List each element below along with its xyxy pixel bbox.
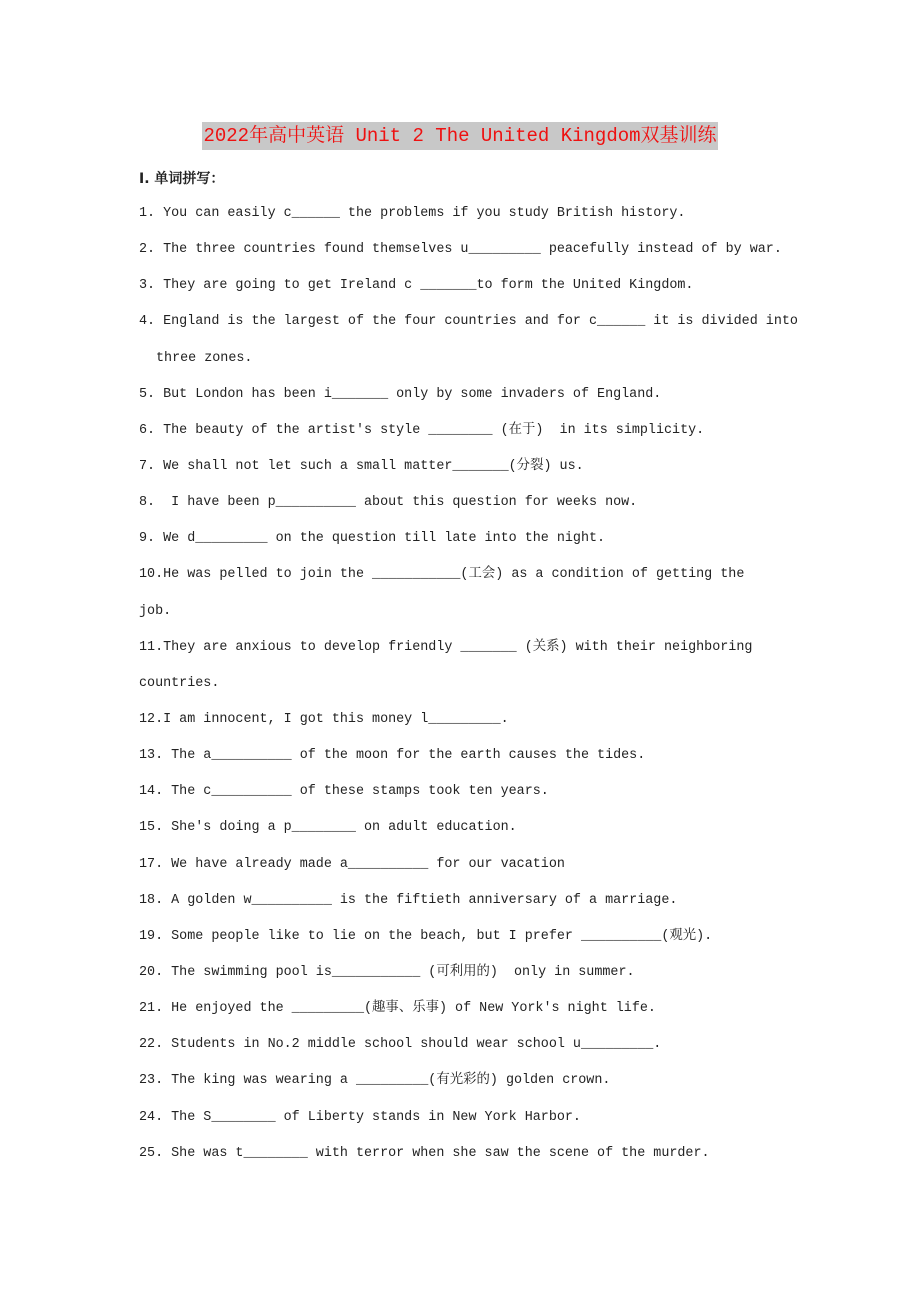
exercise-item: [139, 1027, 819, 1063]
exercise-text: 12.I am innocent, I got this money l_________.: [139, 711, 509, 727]
exercise-text: 11.They are anxious to develop friendly _______ (关系) with their neighboring: [139, 639, 753, 655]
exercise-item: [139, 702, 819, 738]
exercise-text: 22. Students in No.2 middle school should wear school u_________.: [139, 1037, 662, 1053]
exercise-text: 21. He enjoyed the _________(趣事、乐事) of New York's night life.: [139, 1001, 656, 1017]
exercise-text-continuation: job.: [139, 603, 172, 619]
exercise-item: [139, 485, 819, 521]
exercise-item: [139, 883, 819, 919]
exercise-text: 5. But London has been i_______ only by some invaders of England.: [139, 386, 662, 402]
exercise-text-continuation: three zones.: [156, 350, 253, 366]
exercise-item: [139, 196, 819, 232]
section-heading: I. 单词拼写：: [139, 171, 225, 187]
exercise-item: [139, 413, 819, 449]
exercise-item: [139, 232, 819, 268]
exercise-text: 8. I have been p__________ about this question for weeks now.: [139, 495, 638, 511]
exercise-item: [139, 449, 819, 485]
exercise-item: [139, 304, 819, 376]
exercise-item: [139, 738, 819, 774]
exercise-list: [139, 196, 819, 1172]
exercise-text: 23. The king was wearing a _________(有光彩的) golden crown.: [139, 1073, 611, 1089]
exercise-text: 14. The c__________ of these stamps took ten years.: [139, 784, 549, 800]
exercise-text: 9. We d_________ on the question till late into the night.: [139, 531, 606, 547]
exercise-text: 10.He was pelled to join the ___________(工会) as a condition of getting the: [139, 567, 745, 583]
exercise-item: [139, 919, 819, 955]
exercise-text: 3. They are going to get Ireland c _______to form the United Kingdom.: [139, 278, 694, 294]
exercise-text: 6. The beauty of the artist's style ________ (在于) in its simplicity.: [139, 422, 705, 438]
exercise-item: [139, 630, 819, 702]
exercise-text: 20. The swimming pool is___________ (可利用的) only in summer.: [139, 964, 635, 980]
exercise-text: 17. We have already made a__________ for our vacation: [139, 856, 565, 872]
exercise-text: 2. The three countries found themselves u_________ peacefully instead of by war.: [139, 242, 782, 258]
exercise-item: [139, 847, 819, 883]
exercise-text: 25. She was t________ with terror when she saw the scene of the murder.: [139, 1145, 710, 1161]
exercise-text: 4. England is the largest of the four countries and for c______ it is divided into: [139, 314, 798, 330]
exercise-text: 19. Some people like to lie on the beach, but I prefer __________(观光).: [139, 928, 713, 944]
exercise-text: 7. We shall not let such a small matter_______(分裂) us.: [139, 458, 584, 474]
exercise-text: 15. She's doing a p________ on adult education.: [139, 820, 517, 836]
exercise-text-continuation: countries.: [139, 675, 220, 691]
exercise-text: 18. A golden w__________ is the fiftieth anniversary of a marriage.: [139, 892, 678, 908]
exercise-item: [139, 1136, 819, 1172]
exercise-text: 1. You can easily c______ the problems if you study British history.: [139, 206, 686, 221]
exercise-item: [139, 268, 819, 304]
exercise-text: 13. The a__________ of the moon for the earth causes the tides.: [139, 748, 646, 764]
document-title: 2022年高中英语 Unit 2 The United Kingdom双基训练: [202, 122, 717, 150]
exercise-item: [139, 991, 819, 1027]
exercise-item: [139, 521, 819, 557]
exercise-item: [139, 810, 819, 846]
exercise-item: [139, 774, 819, 810]
exercise-item: [139, 955, 819, 991]
exercise-item: [139, 1063, 819, 1099]
exercise-item: [139, 377, 819, 413]
exercise-text: 24. The S________ of Liberty stands in New York Harbor.: [139, 1109, 581, 1125]
exercise-item: [139, 1100, 819, 1136]
exercise-item: [139, 557, 819, 629]
title-container: [0, 122, 920, 150]
